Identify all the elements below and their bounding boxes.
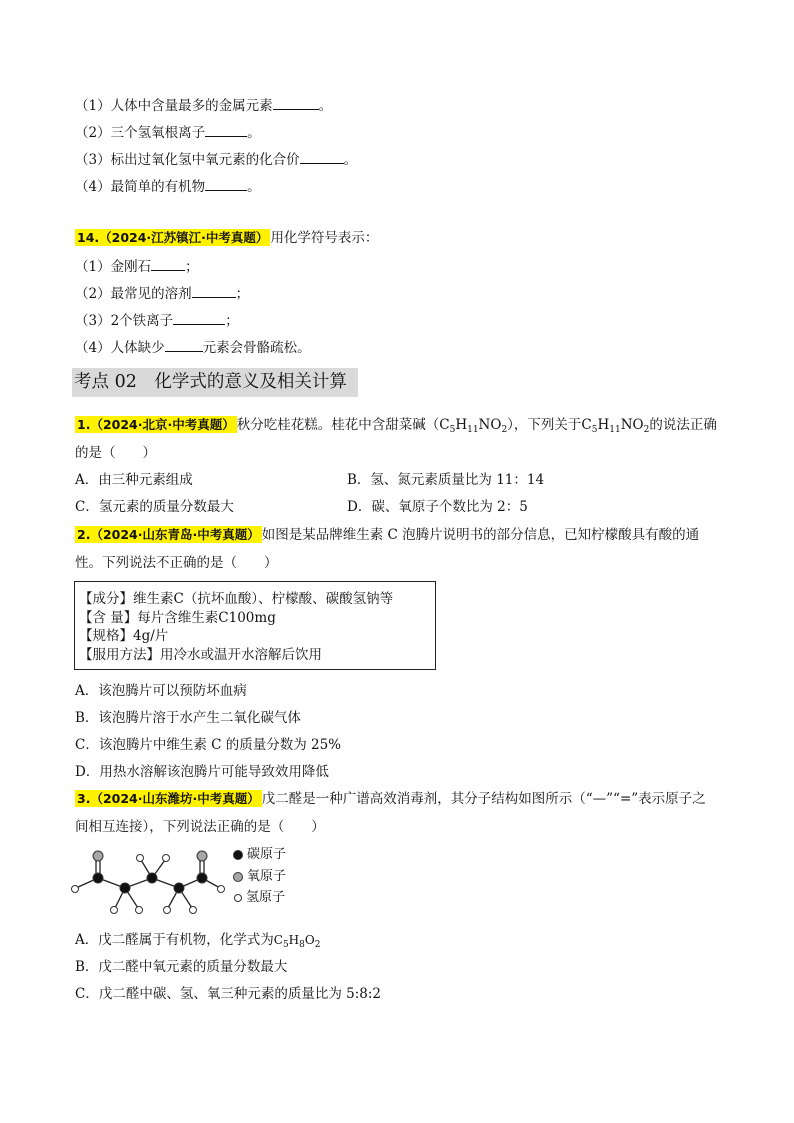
formula-betaine: $C_5H_{11}NO_2$ bbox=[581, 417, 650, 435]
carbon-dot-icon bbox=[233, 850, 243, 860]
q14-item-1: （1）金刚石 ； bbox=[75, 256, 199, 277]
legend-oxygen: 氧原子 bbox=[233, 868, 286, 886]
formula-betaine: $C_5H_{11}NO_2$ bbox=[439, 417, 508, 435]
p1-stem: 1.（2024·北京·中考真题） 秋分吃桂花糕。桂花中含甜菜碱$(C_5H_{11}NO_2)$，下列关于$C_5H_{11}NO_2$的说法正确 bbox=[77, 417, 717, 435]
answer-blank[interactable] bbox=[192, 283, 236, 298]
answer-blank[interactable] bbox=[173, 310, 225, 325]
option-b[interactable]: B．氢、氮元素质量比为 11：14 bbox=[347, 472, 545, 488]
q13-item-3: （3）标出过氧化氢中氧元素的化合价 。 bbox=[75, 149, 357, 170]
answer-blank[interactable] bbox=[205, 122, 247, 137]
option-a[interactable]: A．该泡腾片可以预防坏血病 bbox=[75, 683, 247, 699]
p3-stem: 3.（2024·山东潍坊·中考真题） 戊二醛是一种广谱高效消毒剂，其分子结构如图所示（“—”“=”表示原子之 bbox=[77, 791, 706, 807]
carbon-atom bbox=[197, 873, 207, 883]
box-line: 【成分】维生素C（抗坏血酸）、柠檬酸、碳酸氢钠等 bbox=[79, 591, 394, 607]
oxygen-dot-icon bbox=[233, 872, 243, 882]
legend-hydrogen: 氢原子 bbox=[233, 889, 285, 907]
q14-stem: 14.（2024·江苏镇江·中考真题） 用化学符号表示： bbox=[77, 230, 379, 246]
oxygen-atom bbox=[93, 851, 103, 861]
option-c[interactable]: C．氢元素的质量分数最大 bbox=[75, 499, 234, 515]
hydrogen-atom bbox=[218, 886, 225, 893]
box-line: 【服用方法】用冷水或温开水溶解后饮用 bbox=[79, 646, 322, 663]
hydrogen-atom bbox=[136, 907, 143, 914]
carbon-atom bbox=[174, 883, 184, 893]
answer-blank[interactable] bbox=[205, 176, 247, 191]
hydrogen-atom bbox=[190, 907, 197, 914]
hydrogen-atom bbox=[163, 855, 170, 862]
source-tag: 2.（2024·山东青岛·中考真题） bbox=[77, 527, 260, 542]
answer-blank[interactable] bbox=[273, 95, 319, 110]
p3-stem-line2: 间相互连接），下列说法正确的是（ ） bbox=[75, 819, 325, 835]
q13-item-4: （4）最简单的有机物 。 bbox=[75, 176, 261, 197]
box-line: 【规格】4g/片 bbox=[79, 628, 169, 644]
glutaraldehyde-structure bbox=[68, 850, 228, 925]
carbon-atom bbox=[93, 873, 103, 883]
hydrogen-atom bbox=[111, 907, 118, 914]
hydrogen-atom bbox=[137, 855, 144, 862]
q14-item-2: （2）最常见的溶剂 ； bbox=[75, 283, 249, 304]
hydrogen-atom bbox=[72, 886, 79, 893]
q13-item-1: （1）人体中含量最多的金属元素 。 bbox=[75, 95, 332, 116]
legend-carbon: 碳原子 bbox=[233, 846, 286, 864]
option-a[interactable]: A．由三种元素组成 bbox=[75, 472, 193, 488]
source-tag: 14.（2024·江苏镇江·中考真题） bbox=[77, 230, 269, 245]
answer-blank[interactable] bbox=[300, 149, 344, 164]
q14-item-4: （4）人体缺少 元素会骨骼疏松。 bbox=[75, 337, 311, 358]
option-c[interactable]: C．该泡腾片中维生素 C 的质量分数为 25% bbox=[75, 737, 342, 753]
box-line: 【含 量】每片含维生素C100mg bbox=[79, 609, 276, 626]
source-tag: 1.（2024·北京·中考真题） bbox=[77, 417, 235, 432]
vitamin-c-label-box bbox=[74, 581, 436, 670]
option-b[interactable]: B．戊二醛中氧元素的质量分数最大 bbox=[75, 959, 288, 975]
option-b[interactable]: B．该泡腾片溶于水产生二氧化碳气体 bbox=[75, 710, 301, 726]
answer-blank[interactable] bbox=[165, 337, 203, 352]
carbon-atom bbox=[120, 883, 130, 893]
carbon-atom bbox=[147, 873, 157, 883]
option-d[interactable]: D．碳、氧原子个数比为 2：5 bbox=[347, 499, 528, 515]
q13-item-2: （2）三个氢氧根离子 。 bbox=[75, 122, 261, 143]
p1-stem-line2: 的是（ ） bbox=[75, 445, 156, 461]
hydrogen-atom bbox=[164, 907, 171, 914]
formula-glutaraldehyde: $C_5H_8O_2$ bbox=[273, 933, 321, 950]
p2-stem-line2: 性。下列说法不正确的是（ ） bbox=[75, 555, 278, 571]
option-a[interactable]: A．戊二醛属于有机物，化学式为$C_5H_8O_2$ bbox=[75, 932, 321, 950]
oxygen-atom bbox=[197, 851, 207, 861]
hydrogen-dot-icon bbox=[234, 894, 242, 902]
option-c[interactable]: C．戊二醛中碳、氢、氧三种元素的质量比为 5:8:2 bbox=[75, 986, 381, 1002]
p2-stem: 2.（2024·山东青岛·中考真题） 如图是某品牌维生素 C 泡腾片说明书的部分信息，已知柠檬酸具有酸的通 bbox=[77, 527, 700, 543]
option-d[interactable]: D．用热水溶解该泡腾片可能导致效用降低 bbox=[75, 764, 329, 780]
q14-item-3: （3）2个铁离子 ； bbox=[75, 310, 239, 331]
section-heading: 考点 02 化学式的意义及相关计算 bbox=[72, 368, 358, 397]
source-tag: 3.（2024·山东潍坊·中考真题） bbox=[77, 791, 260, 806]
answer-blank[interactable] bbox=[151, 256, 185, 271]
